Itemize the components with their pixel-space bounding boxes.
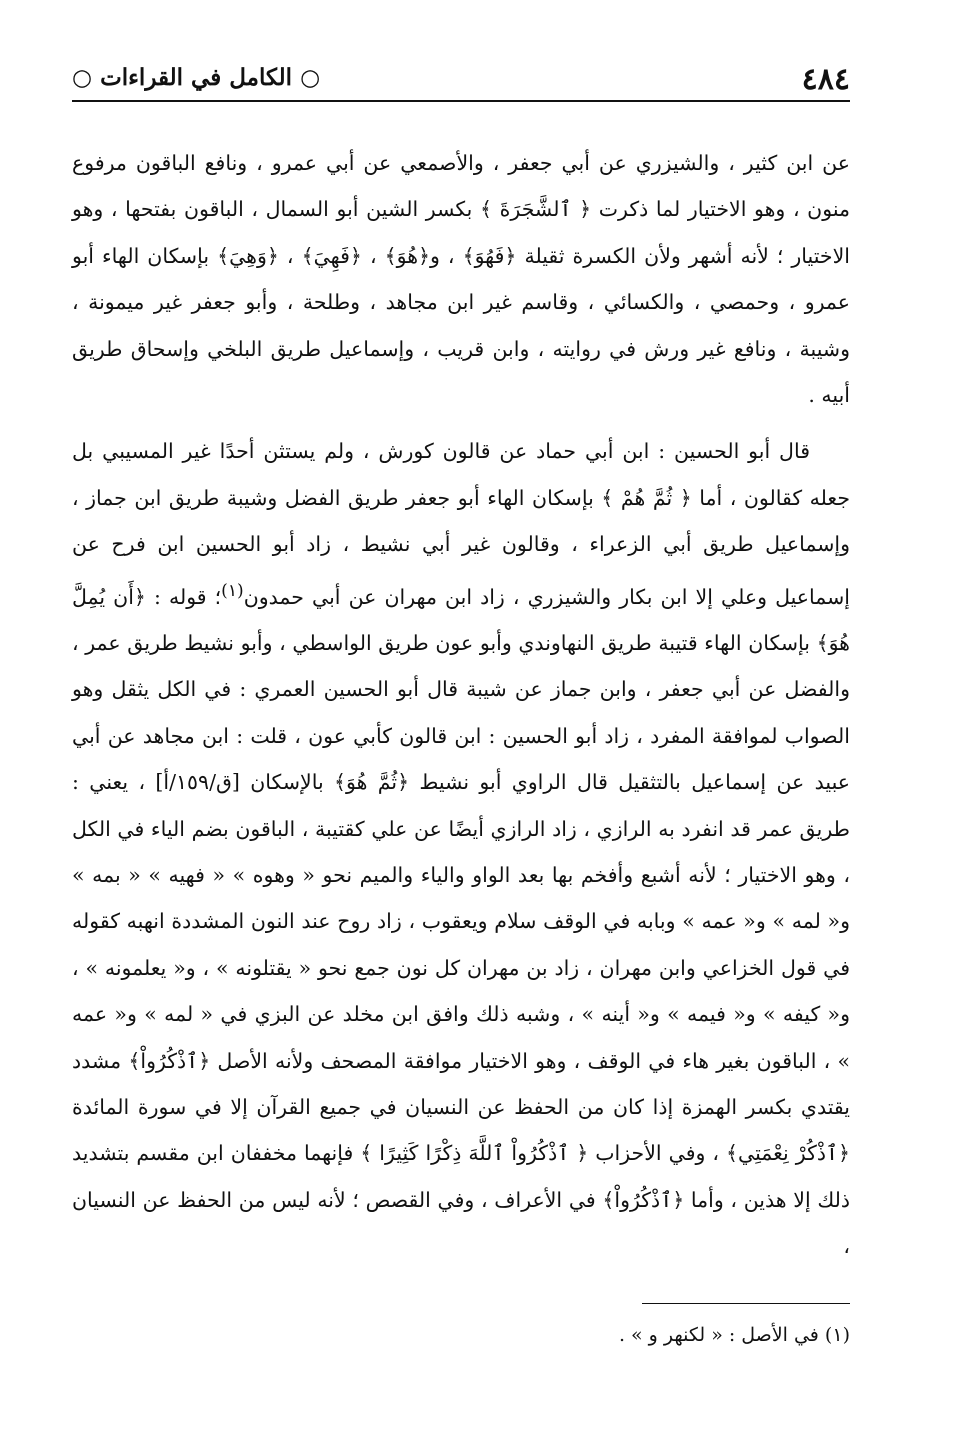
paragraph-segment: قال أبو الحسين : ابن أبي حماد عن قالون كورش ، ولم يستثن أحدًا غير المسيبي بل جعله كقالون ، أما ﴿ ثُمَّ هُمْ ﴾ بإسكان الهاء أبو جعفر طريق الفضل وشيبة طريق ابن جماز ، وإسماعيل طريق أبي الزعراء ، وقالون غير أبي نشيط ، زاد أبو الحسين ابن فرح عن إسماعيل وعلي إلا ابن بكار والشيزري ، زاد ابن مهران عن أبي حمدون bbox=[72, 439, 850, 609]
footnote-rule bbox=[642, 1303, 850, 1304]
paragraph: عن ابن كثير ، والشيزري عن أبي جعفر ، والأصمعي عن أبي عمرو ، ونافع الباقون مرفوع منون ، وهو الاختيار لما ذكرت ﴿ ٱلشَّجَرَةَ ﴾ بكسر الشين أبو السمال ، الباقون بفتحها ، وهو الاختيار ؛ لأنه أشهر ولأن الكسرة ثقيلة ﴿فَهُوَ﴾ ، و﴿هُوَ﴾ ، ﴿فَهِيَ﴾ ، ﴿وَهِيَ﴾ بإسكان الهاء أبو عمرو ، وحمصي ، والكسائي ، وقاسم غير ابن مجاهد ، وطلحة ، وأبو جعفر غير ميمونة ، وشيبة ، ونافع غير ورش في روايته ، وابن قريب ، وإسماعيل طريق البلخي وإسحاق طريق أبيه . bbox=[72, 151, 850, 408]
footnote-reference: (١) bbox=[221, 580, 244, 601]
folio-mark: [ق/١٥٩/أ] bbox=[155, 770, 240, 795]
footnote: (١) في الأصل : « لكنهر و » . bbox=[618, 1324, 850, 1346]
running-title: ○ الكامل في القراءات ○ bbox=[72, 64, 321, 91]
page-header bbox=[72, 58, 850, 102]
body-text bbox=[72, 140, 850, 1270]
header-rule bbox=[72, 100, 850, 102]
paragraph-segment: ، يعني : طريق عمر قد انفرد به الرازي ، زاد الرازي أيضًا عن علي كقتيبة ، الباقون بضم الياء في الكل ، وهو الاختيار ؛ لأنه أشبع وأفخم بها بعد الواو والياء والميم نحو « وهوه » « فهيه » « بمه » و« لمه » و« عمه » وبابه في الوقف سلام ويعقوب ، زاد روح عند النون المشددة انهبه كقوله في قول الخزاعي وابن مهران ، زاد بن مهران كل نون جمع نحو « يقتلونه » ، و« يعلمونه » ، و« كيفه » و« فيمه » و« أينه » ، وشبه ذلك وافق ابن مخلد عن البزي في « لمه » و« عمه » ، الباقون بغير هاء في الوقف ، وهو الاختيار موافقة المصحف ولأنه الأصل ﴿ٱذْكُرُواْ﴾ مشدد يقتدي بكسر الهمزة إذا كان من الحفظ عن النسيان في جميع القرآن إلا في سورة المائدة ﴿ٱذْكُرْ نِعْمَتِي﴾ ، وفي الأحزاب ﴿ ٱذْكُرُواْ ٱللَّهَ ذِكْرًا كَثِيرًا ﴾ فإنهما مخففان ابن مقسم بتشديد ذلك إلا هذين ، وأما ﴿ٱذْكُرُواْ﴾ في الأعراف ، وفي القصص ؛ لأنه ليس من الحفظ عن النسيان ، bbox=[72, 770, 850, 1259]
paragraph-segment: ؛ قوله : ﴿أَن يُمِلَّ هُوَ﴾ بإسكان الهاء قتيبة طريق النهاوندي وأبو عون طريق الواسطي ، وأبو نشيط طريق عمر ، والفضل عن أبي جعفر ، وابن جماز عن شيبة قال أبو الحسين العمري : في الكل يثقل وهو الصواب لموافقة المفرد ، زاد أبو الحسين : ابن قالون كأبي عون ، قلت : ابن مجاهد عن أبي عبيد عن إسماعيل بالتثقيل قال الراوي أبو نشيط ﴿ثُمَّ هُوَ﴾ بالإسكان bbox=[72, 584, 850, 795]
paragraph bbox=[72, 428, 850, 1269]
page-number: ٤٨٤ bbox=[801, 62, 850, 97]
